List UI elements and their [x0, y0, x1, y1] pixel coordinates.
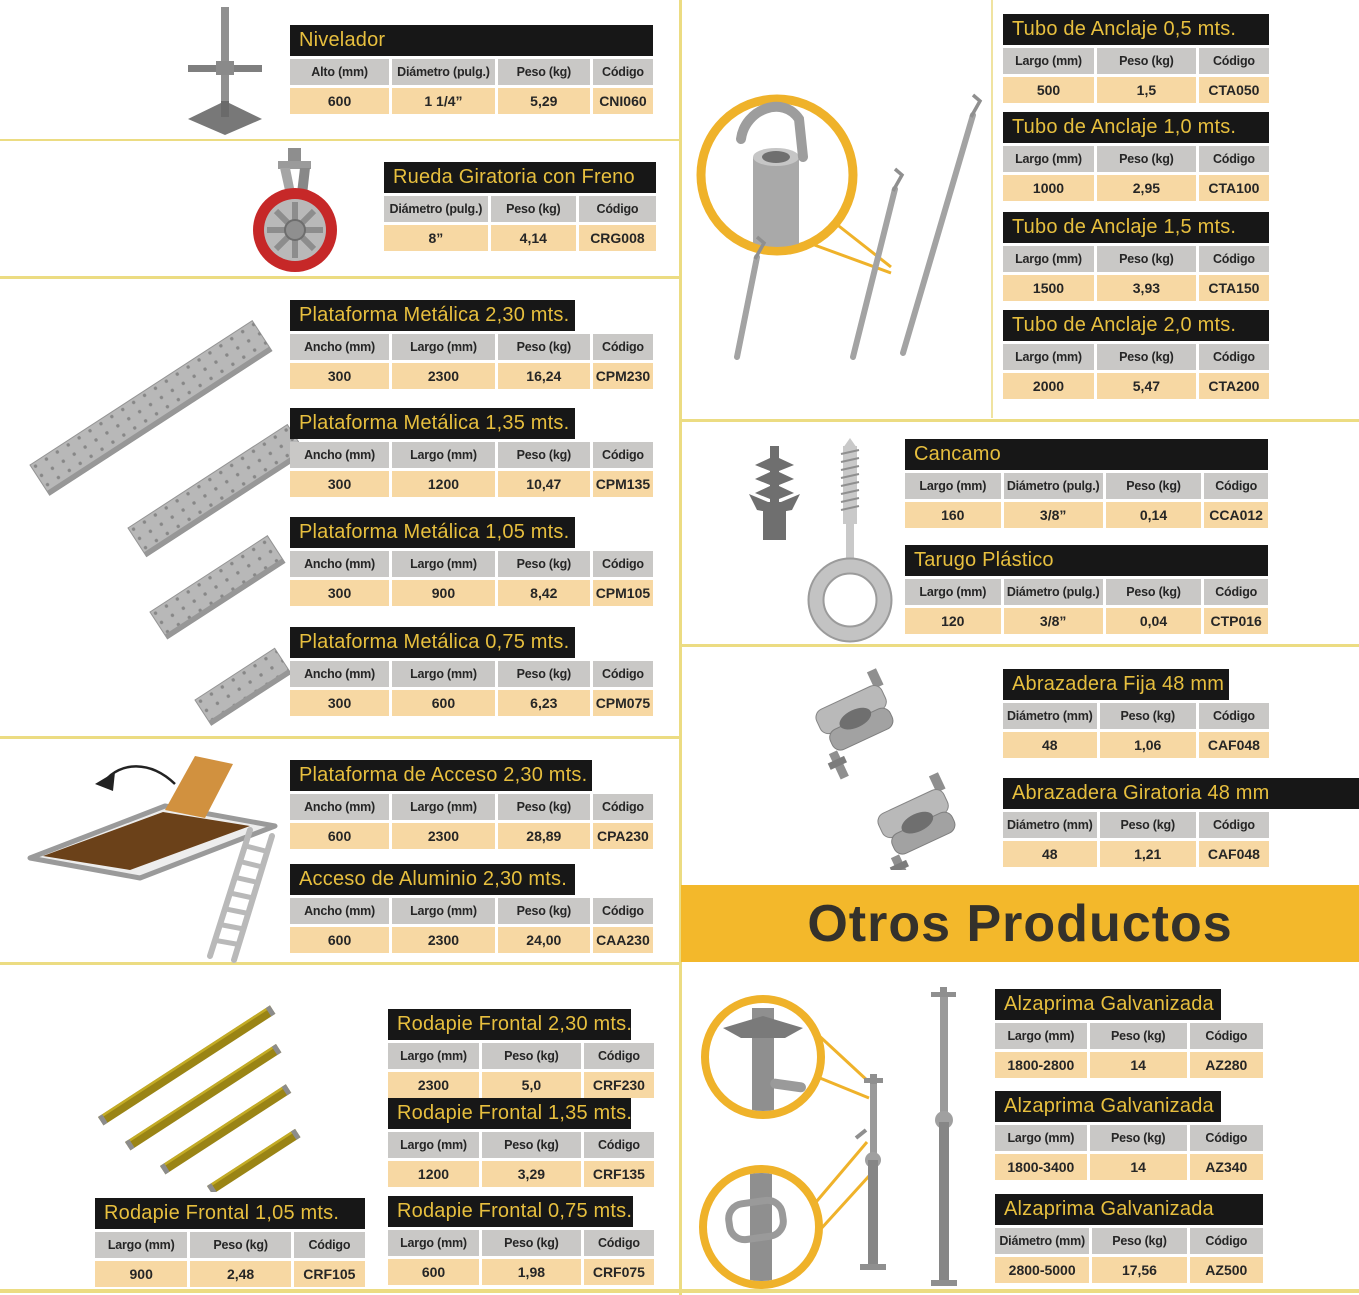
crf135-title-bar: [388, 1098, 631, 1129]
column-header: Código: [584, 1132, 654, 1158]
cta150-title-bar: [1003, 212, 1269, 243]
plataforma-metalica-075-table: [290, 627, 653, 716]
tubo-anclaje-20-table: [1003, 310, 1269, 399]
column-header: Código: [584, 1043, 654, 1069]
cell-value: CTA050: [1199, 77, 1269, 103]
abrazadera_fija-title: Abrazadera Fija 48 mm: [1012, 673, 1225, 695]
column-header: Diámetro (pulg.): [384, 196, 488, 222]
column-header: Código: [593, 551, 653, 577]
column-header: Código: [593, 334, 653, 360]
cell-value: 1 1/4”: [392, 88, 495, 114]
nivelador-table: [290, 25, 653, 114]
column-header: Ancho (mm): [290, 551, 389, 577]
column-header: Largo (mm): [995, 1023, 1087, 1049]
cell-value: 1,06: [1100, 732, 1196, 758]
anchor-tubes-magnifier-illustration: [685, 35, 995, 420]
cell-value: 4,14: [491, 225, 576, 251]
tarugo-title: Tarugo Plástico: [914, 549, 1054, 571]
cell-value: 1800-3400: [995, 1154, 1087, 1180]
column-header: Peso (kg): [1097, 146, 1196, 172]
cell-value: AZ280: [1190, 1052, 1263, 1078]
column-header: Código: [1190, 1228, 1263, 1254]
column-header: Largo (mm): [392, 661, 495, 687]
tarugo-value-row: [905, 608, 1268, 634]
cta150-value-row: [1003, 275, 1269, 301]
tarugo-plastico-table: [905, 545, 1268, 634]
column-header: Código: [1199, 812, 1269, 838]
cta150-header-row: [1003, 246, 1269, 272]
cell-value: CTA100: [1199, 175, 1269, 201]
access-platform-ladder-illustration: [25, 748, 290, 963]
rodapie-135-table: [388, 1098, 654, 1187]
column-header: Peso (kg): [491, 196, 576, 222]
rueda-giratoria-table: [384, 162, 656, 251]
cell-value: 48: [1003, 732, 1097, 758]
cpa230-title-bar: [290, 760, 592, 791]
column-header: Código: [1199, 48, 1269, 74]
cell-value: CAF048: [1199, 841, 1269, 867]
crf075-header-row: [388, 1230, 654, 1256]
cpa230-value-row: [290, 823, 653, 849]
bottom-divider: [0, 1289, 1359, 1293]
cell-value: 0,14: [1106, 502, 1202, 528]
cell-value: 2800-5000: [995, 1257, 1089, 1283]
column-header: Largo (mm): [905, 579, 1001, 605]
column-header: Alto (mm): [290, 59, 389, 85]
column-header: Peso (kg): [1092, 1228, 1186, 1254]
cell-value: 1000: [1003, 175, 1094, 201]
column-header: Largo (mm): [388, 1043, 479, 1069]
toe-boards-illustration: [95, 1000, 310, 1192]
cta050-title: Tubo de Anclaje 0,5 mts.: [1012, 18, 1237, 40]
column-header: Diámetro (pulg.): [392, 59, 495, 85]
column-header: Peso (kg): [498, 334, 590, 360]
column-header: Código: [1199, 146, 1269, 172]
abrazadera_fija-header-row: [1003, 703, 1269, 729]
cell-value: 2,95: [1097, 175, 1196, 201]
cell-value: 2000: [1003, 373, 1094, 399]
abrazadera-fija-table: [1003, 669, 1269, 758]
cell-value: CAA230: [593, 927, 653, 953]
cell-value: 28,89: [498, 823, 590, 849]
nivelador-title: Nivelador: [299, 29, 386, 51]
abrazadera_fija-title-bar: [1003, 669, 1229, 700]
cell-value: 900: [95, 1261, 187, 1287]
cta050-value-row: [1003, 77, 1269, 103]
pm075-header-row: [290, 661, 653, 687]
cell-value: 300: [290, 690, 389, 716]
rodapie-105-table: [95, 1198, 365, 1287]
caster-wheel-illustration: [250, 148, 342, 276]
alzaprima-280-table: [995, 989, 1263, 1078]
cta150-title: Tubo de Anclaje 1,5 mts.: [1012, 216, 1237, 238]
cancamo-title: Cancamo: [914, 443, 1001, 465]
vertical-divider: [679, 0, 682, 1295]
crf135-value-row: [388, 1161, 654, 1187]
rueda-title-bar: [384, 162, 656, 193]
az500-header-row: [995, 1228, 1263, 1254]
rodapie-075-table: [388, 1196, 654, 1285]
cell-value: CRF230: [584, 1072, 654, 1098]
az280-title: Alzaprima Galvanizada: [1004, 993, 1214, 1015]
az340-value-row: [995, 1154, 1263, 1180]
cta100-title-bar: [1003, 112, 1269, 143]
column-header: Largo (mm): [392, 898, 495, 924]
cell-value: CPM135: [593, 471, 653, 497]
cell-value: 900: [392, 580, 495, 606]
cell-value: 2300: [388, 1072, 479, 1098]
nivelador-value-row: [290, 88, 653, 114]
cell-value: 1200: [388, 1161, 479, 1187]
az500-title-bar: [995, 1194, 1263, 1225]
cell-value: 1,21: [1100, 841, 1196, 867]
az340-title: Alzaprima Galvanizada: [1004, 1095, 1214, 1117]
nivelador-header-row: [290, 59, 653, 85]
column-header: Peso (kg): [498, 661, 590, 687]
cell-value: 2,48: [190, 1261, 290, 1287]
column-header: Largo (mm): [388, 1230, 479, 1256]
cell-value: 2300: [392, 363, 495, 389]
az280-title-bar: [995, 989, 1221, 1020]
cell-value: AZ500: [1190, 1257, 1263, 1283]
column-header: Código: [593, 442, 653, 468]
cell-value: 5,47: [1097, 373, 1196, 399]
cell-value: CNI060: [593, 88, 653, 114]
column-header: Código: [584, 1230, 654, 1256]
cell-value: 600: [290, 823, 389, 849]
cell-value: 1500: [1003, 275, 1094, 301]
caa230-title-bar: [290, 864, 575, 895]
column-header: Peso (kg): [1106, 473, 1202, 499]
column-header: Largo (mm): [392, 551, 495, 577]
crf105-title-bar: [95, 1198, 365, 1229]
crf075-title: Rodapie Frontal 0,75 mts.: [397, 1200, 633, 1222]
cpa230-header-row: [290, 794, 653, 820]
cell-value: CPM075: [593, 690, 653, 716]
abrazadera-giratoria-table: [1003, 778, 1269, 867]
column-header: Diámetro (pulg.): [1004, 473, 1103, 499]
galvanized-props-magnifier-illustration: [685, 980, 985, 1295]
pm075-title-bar: [290, 627, 575, 658]
column-header: Diámetro (mm): [995, 1228, 1089, 1254]
column-header: Ancho (mm): [290, 661, 389, 687]
cell-value: 0,04: [1106, 608, 1202, 634]
abrazadera_giratoria-header-row: [1003, 812, 1269, 838]
rueda-title: Rueda Giratoria con Freno: [393, 166, 635, 188]
tarugo-header-row: [905, 579, 1268, 605]
cta100-title: Tubo de Anclaje 1,0 mts.: [1012, 116, 1237, 138]
az280-header-row: [995, 1023, 1263, 1049]
cell-value: 10,47: [498, 471, 590, 497]
alzaprima-340-table: [995, 1091, 1263, 1180]
cell-value: 16,24: [498, 363, 590, 389]
column-header: Largo (mm): [392, 442, 495, 468]
column-header: Diámetro (pulg.): [1004, 579, 1103, 605]
cell-value: 1800-2800: [995, 1052, 1087, 1078]
plataforma-acceso-table: [290, 760, 653, 849]
cell-value: 600: [388, 1259, 479, 1285]
pm105-title-bar: [290, 517, 575, 548]
cell-value: 300: [290, 471, 389, 497]
cta200-header-row: [1003, 344, 1269, 370]
plataforma-metalica-135-table: [290, 408, 653, 497]
pm135-title-bar: [290, 408, 575, 439]
column-header: Peso (kg): [1097, 246, 1196, 272]
crf105-value-row: [95, 1261, 365, 1287]
leveling-jack-illustration: [180, 5, 270, 137]
column-header: Código: [593, 794, 653, 820]
cell-value: CTA150: [1199, 275, 1269, 301]
cell-value: 3,29: [482, 1161, 581, 1187]
cell-value: 24,00: [498, 927, 590, 953]
crf075-value-row: [388, 1259, 654, 1285]
tubo-anclaje-10-table: [1003, 112, 1269, 201]
pm135-title: Plataforma Metálica 1,35 mts.: [299, 412, 570, 434]
column-header: Largo (mm): [392, 794, 495, 820]
cell-value: 5,29: [498, 88, 590, 114]
cell-value: 14: [1090, 1052, 1187, 1078]
tubo-anclaje-15-table: [1003, 212, 1269, 301]
cell-value: 500: [1003, 77, 1094, 103]
cell-value: 2300: [392, 823, 495, 849]
pm230-value-row: [290, 363, 653, 389]
cell-value: 8,42: [498, 580, 590, 606]
column-header: Largo (mm): [1003, 344, 1094, 370]
left-section-divider-2: [0, 276, 680, 279]
cell-value: CTA200: [1199, 373, 1269, 399]
cell-value: 6,23: [498, 690, 590, 716]
column-header: Código: [1204, 579, 1268, 605]
column-header: Largo (mm): [995, 1125, 1087, 1151]
pm135-value-row: [290, 471, 653, 497]
az500-title: Alzaprima Galvanizada: [1004, 1198, 1214, 1220]
crf135-title: Rodapie Frontal 1,35 mts.: [397, 1102, 633, 1124]
left-section-divider-3: [0, 736, 680, 739]
cancamo-value-row: [905, 502, 1268, 528]
abrazadera_giratoria-value-row: [1003, 841, 1269, 867]
column-header: Código: [1199, 246, 1269, 272]
cta100-value-row: [1003, 175, 1269, 201]
cell-value: CAF048: [1199, 732, 1269, 758]
tarugo-title-bar: [905, 545, 1268, 576]
cancamo-title-bar: [905, 439, 1268, 470]
plastic-anchor-eye-screw-illustration: [735, 438, 905, 643]
crf230-title-bar: [388, 1009, 631, 1040]
cta100-header-row: [1003, 146, 1269, 172]
cell-value: 1,98: [482, 1259, 581, 1285]
cell-value: 14: [1090, 1154, 1187, 1180]
az340-header-row: [995, 1125, 1263, 1151]
cell-value: CPA230: [593, 823, 653, 849]
column-header: Peso (kg): [1097, 344, 1196, 370]
column-header: Peso (kg): [498, 59, 590, 85]
right-section-divider-2: [681, 644, 1359, 647]
column-header: Largo (mm): [1003, 146, 1094, 172]
column-header: Peso (kg): [1100, 812, 1196, 838]
cell-value: 2300: [392, 927, 495, 953]
crf230-title: Rodapie Frontal 2,30 mts.: [397, 1013, 633, 1035]
az280-value-row: [995, 1052, 1263, 1078]
crf230-value-row: [388, 1072, 654, 1098]
pm075-title: Plataforma Metálica 0,75 mts.: [299, 631, 570, 653]
column-header: Peso (kg): [190, 1232, 290, 1258]
column-header: Código: [579, 196, 656, 222]
pm105-header-row: [290, 551, 653, 577]
cta200-title-bar: [1003, 310, 1269, 341]
column-header: Peso (kg): [1090, 1125, 1187, 1151]
cell-value: 48: [1003, 841, 1097, 867]
abrazadera_giratoria-title-bar: [1003, 778, 1359, 809]
crf230-header-row: [388, 1043, 654, 1069]
cell-value: 3,93: [1097, 275, 1196, 301]
cell-value: CRF105: [294, 1261, 365, 1287]
column-header: Peso (kg): [482, 1230, 581, 1256]
column-header: Peso (kg): [1106, 579, 1202, 605]
column-header: Código: [1199, 703, 1269, 729]
cell-value: CTP016: [1204, 608, 1268, 634]
cancamo-header-row: [905, 473, 1268, 499]
alzaprima-500-table: [995, 1194, 1263, 1283]
crf105-title: Rodapie Frontal 1,05 mts.: [104, 1202, 340, 1224]
column-header: Largo (mm): [1003, 246, 1094, 272]
pm230-title: Plataforma Metálica 2,30 mts.: [299, 304, 570, 326]
column-header: Código: [1190, 1125, 1263, 1151]
crf105-header-row: [95, 1232, 365, 1258]
column-header: Largo (mm): [388, 1132, 479, 1158]
cell-value: 300: [290, 580, 389, 606]
cell-value: 1200: [392, 471, 495, 497]
cta200-title: Tubo de Anclaje 2,0 mts.: [1012, 314, 1237, 336]
tubo-anclaje-05-table: [1003, 14, 1269, 103]
column-header: Ancho (mm): [290, 442, 389, 468]
column-header: Peso (kg): [1090, 1023, 1187, 1049]
column-header: Código: [1199, 344, 1269, 370]
cell-value: CRF135: [584, 1161, 654, 1187]
column-header: Largo (mm): [95, 1232, 187, 1258]
column-header: Código: [593, 59, 653, 85]
crf135-header-row: [388, 1132, 654, 1158]
column-header: Diámetro (mm): [1003, 703, 1097, 729]
plataforma-metalica-105-table: [290, 517, 653, 606]
crf075-title-bar: [388, 1196, 633, 1227]
pm105-title: Plataforma Metálica 1,05 mts.: [299, 521, 570, 543]
cell-value: CPM230: [593, 363, 653, 389]
caa230-title: Acceso de Aluminio 2,30 mts.: [299, 868, 567, 890]
cpa230-title: Plataforma de Acceso 2,30 mts.: [299, 764, 588, 786]
pm230-title-bar: [290, 300, 575, 331]
acceso-aluminio-table: [290, 864, 653, 953]
cell-value: 160: [905, 502, 1001, 528]
column-header: Ancho (mm): [290, 898, 389, 924]
column-header: Peso (kg): [498, 898, 590, 924]
abrazadera_fija-value-row: [1003, 732, 1269, 758]
column-header: Código: [593, 898, 653, 924]
column-header: Largo (mm): [1003, 48, 1094, 74]
cell-value: CPM105: [593, 580, 653, 606]
az500-value-row: [995, 1257, 1263, 1283]
column-header: Peso (kg): [482, 1132, 581, 1158]
column-header: Código: [1204, 473, 1268, 499]
cell-value: 120: [905, 608, 1001, 634]
pm105-value-row: [290, 580, 653, 606]
otros-productos-title: Otros Productos: [807, 894, 1233, 953]
cell-value: CRG008: [579, 225, 656, 251]
pm075-value-row: [290, 690, 653, 716]
cell-value: 8”: [384, 225, 488, 251]
cell-value: 5,0: [482, 1072, 581, 1098]
cta050-title-bar: [1003, 14, 1269, 45]
column-header: Código: [294, 1232, 365, 1258]
caa230-value-row: [290, 927, 653, 953]
plataforma-metalica-230-table: [290, 300, 653, 389]
cell-value: 17,56: [1092, 1257, 1186, 1283]
column-header: Peso (kg): [498, 442, 590, 468]
column-header: Largo (mm): [392, 334, 495, 360]
metal-platforms-illustration: [10, 280, 300, 730]
column-header: Ancho (mm): [290, 334, 389, 360]
cell-value: 600: [290, 88, 389, 114]
cta200-value-row: [1003, 373, 1269, 399]
cell-value: CCA012: [1204, 502, 1268, 528]
cta050-header-row: [1003, 48, 1269, 74]
az340-title-bar: [995, 1091, 1221, 1122]
column-header: Peso (kg): [1100, 703, 1196, 729]
nivelador-title-bar: [290, 25, 653, 56]
column-header: Diámetro (mm): [1003, 812, 1097, 838]
column-header: Peso (kg): [1097, 48, 1196, 74]
column-header: Peso (kg): [498, 551, 590, 577]
cell-value: 1,5: [1097, 77, 1196, 103]
cell-value: 600: [392, 690, 495, 716]
rueda-value-row: [384, 225, 656, 251]
column-header: Largo (mm): [905, 473, 1001, 499]
column-header: Peso (kg): [482, 1043, 581, 1069]
column-header: Peso (kg): [498, 794, 590, 820]
column-header: Código: [1190, 1023, 1263, 1049]
cell-value: AZ340: [1190, 1154, 1263, 1180]
rueda-header-row: [384, 196, 656, 222]
caa230-header-row: [290, 898, 653, 924]
column-header: Código: [593, 661, 653, 687]
cell-value: CRF075: [584, 1259, 654, 1285]
pm135-header-row: [290, 442, 653, 468]
abrazadera_giratoria-title: Abrazadera Giratoria 48 mm: [1012, 782, 1270, 804]
cell-value: 300: [290, 363, 389, 389]
rodapie-230-table: [388, 1009, 654, 1098]
otros-productos-banner: [681, 885, 1359, 962]
left-section-divider-1: [0, 139, 680, 141]
cell-value: 3/8”: [1004, 608, 1103, 634]
pm230-header-row: [290, 334, 653, 360]
cell-value: 3/8”: [1004, 502, 1103, 528]
scaffold-clamps-illustration: [775, 655, 970, 870]
cancamo-table: [905, 439, 1268, 528]
cell-value: 600: [290, 927, 389, 953]
column-header: Ancho (mm): [290, 794, 389, 820]
